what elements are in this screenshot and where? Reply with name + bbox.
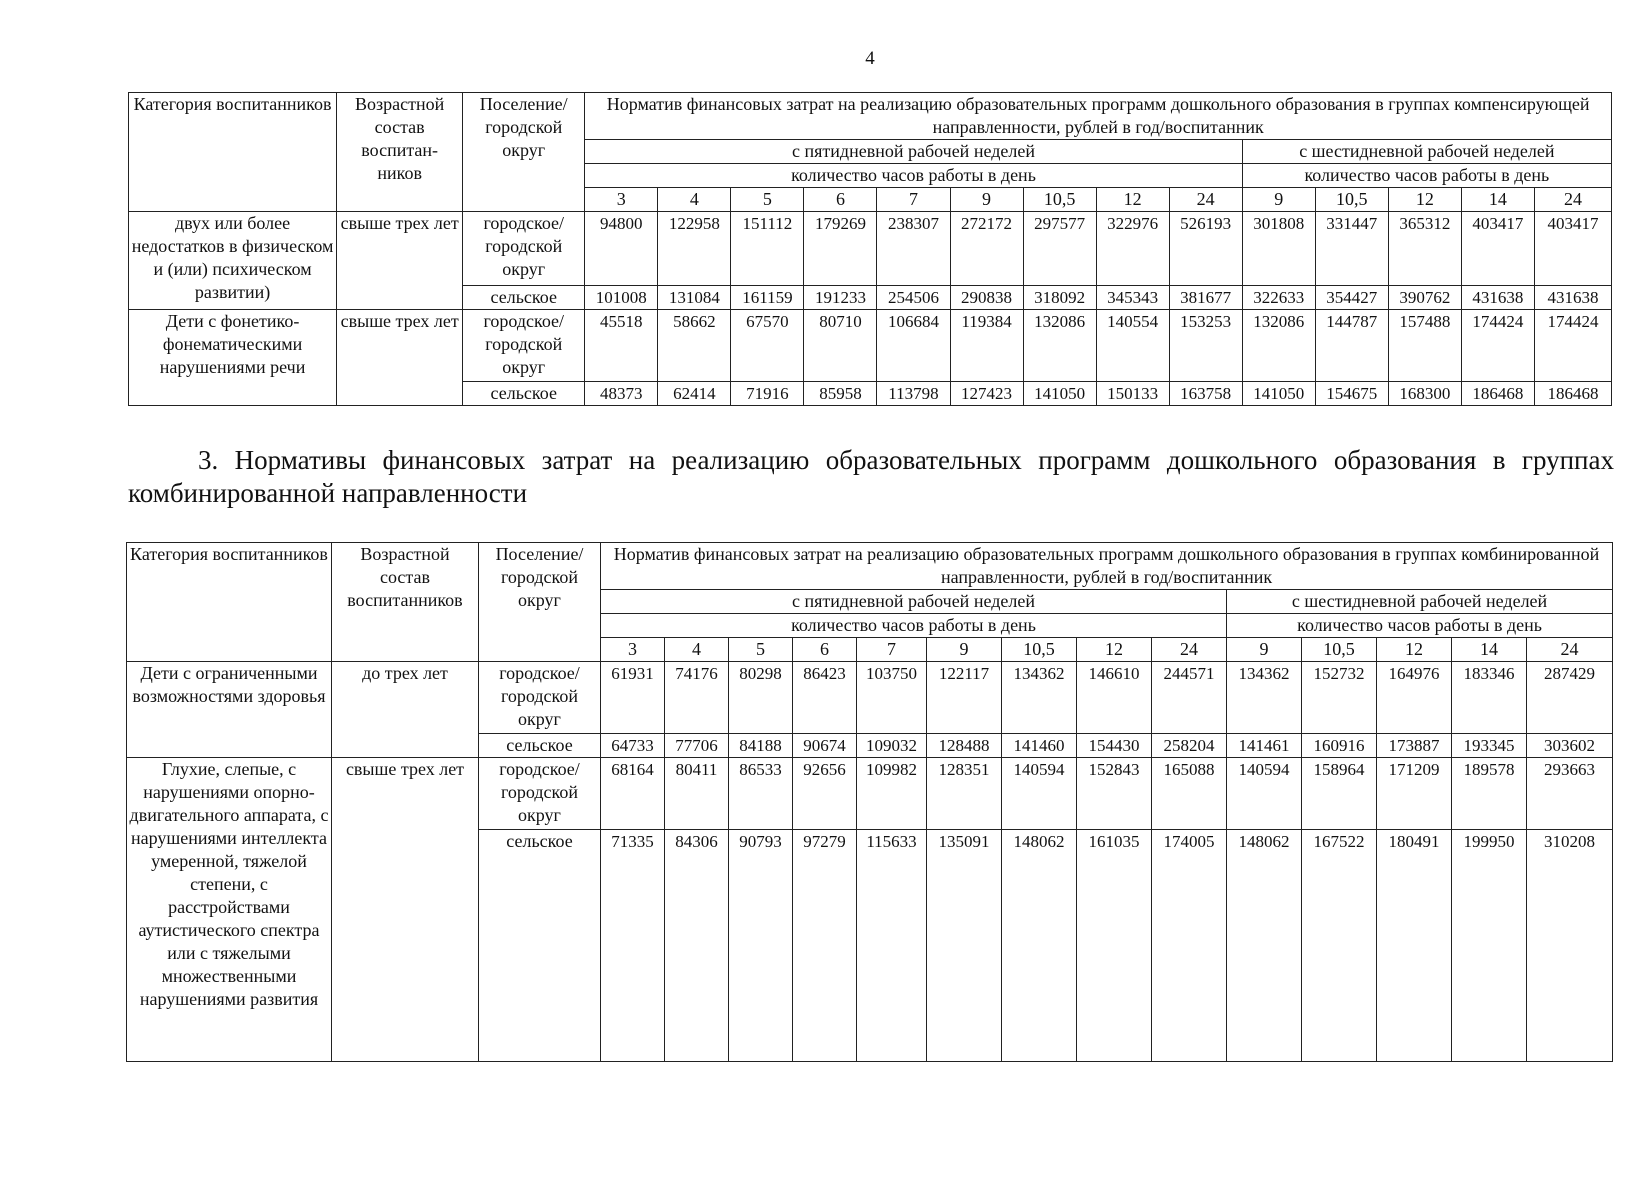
value-cell: 322633 [1242, 286, 1315, 310]
hours-header-cell: 24 [1152, 638, 1227, 662]
value-cell: 113798 [877, 382, 950, 406]
header-category: Категория воспитанников [127, 543, 332, 662]
value-cell: 158964 [1302, 758, 1377, 830]
header-six-day-week: с шестидневной рабочей неделей [1242, 140, 1611, 164]
hours-header-cell: 9 [1227, 638, 1302, 662]
value-cell: 131084 [658, 286, 731, 310]
value-cell: 141460 [1002, 734, 1077, 758]
value-cell: 71916 [731, 382, 804, 406]
value-cell: 80298 [729, 662, 793, 734]
value-cell: 103750 [857, 662, 927, 734]
value-cell: 154430 [1077, 734, 1152, 758]
age-cell: свыше трех лет [332, 758, 479, 1062]
section-heading: 3. Нормативы финансовых затрат на реализацию образовательных программ дошкольного образования в группах комбинированной направленности [128, 445, 1614, 508]
value-cell: 152732 [1302, 662, 1377, 734]
value-cell: 186468 [1534, 382, 1611, 406]
header-six-day-week: с шестидневной рабочей неделей [1227, 590, 1613, 614]
value-cell: 141050 [1242, 382, 1315, 406]
value-cell: 140594 [1227, 758, 1302, 830]
hours-header-cell: 24 [1534, 188, 1611, 212]
value-cell: 244571 [1152, 662, 1227, 734]
value-cell: 431638 [1534, 286, 1611, 310]
value-cell: 67570 [731, 310, 804, 382]
value-cell: 109982 [857, 758, 927, 830]
value-cell: 148062 [1227, 830, 1302, 1062]
value-cell: 144787 [1315, 310, 1388, 382]
value-cell: 310208 [1527, 830, 1613, 1062]
settlement-cell: сельское [463, 382, 585, 406]
category-cell: Дети с фонетико-фонематическими нарушениями речи [129, 310, 337, 406]
hours-header-cell: 14 [1461, 188, 1534, 212]
value-cell: 431638 [1461, 286, 1534, 310]
value-cell: 173887 [1377, 734, 1452, 758]
category-cell: Глухие, слепые, с нарушениями опорно-двигательного аппарата, с нарушениями интеллекта умеренной, тяжелой степени, с расстройствами аутистического спектра или с тяжелыми множественными нарушениями развития [127, 758, 332, 1062]
category-cell: Дети с ограниченными возможностями здоровья [127, 662, 332, 758]
hours-header-cell: 14 [1452, 638, 1527, 662]
value-cell: 115633 [857, 830, 927, 1062]
value-cell: 127423 [950, 382, 1023, 406]
value-cell: 134362 [1002, 662, 1077, 734]
value-cell: 140554 [1096, 310, 1169, 382]
value-cell: 128488 [927, 734, 1002, 758]
value-cell: 293663 [1527, 758, 1613, 830]
value-cell: 179269 [804, 212, 877, 286]
settlement-cell: сельское [479, 734, 601, 758]
value-cell: 80411 [665, 758, 729, 830]
value-cell: 183346 [1452, 662, 1527, 734]
hours-header-cell: 10,5 [1023, 188, 1096, 212]
value-cell: 161035 [1077, 830, 1152, 1062]
compensating-groups-table [128, 92, 1612, 406]
value-cell: 163758 [1169, 382, 1242, 406]
value-cell: 92656 [793, 758, 857, 830]
hours-header-cell: 5 [729, 638, 793, 662]
value-cell: 171209 [1377, 758, 1452, 830]
value-cell: 84306 [665, 830, 729, 1062]
hours-header-cell: 12 [1388, 188, 1461, 212]
header-category: Категория воспитанников [129, 93, 337, 212]
value-cell: 101008 [585, 286, 658, 310]
value-cell: 164976 [1377, 662, 1452, 734]
value-cell: 119384 [950, 310, 1023, 382]
value-cell: 109032 [857, 734, 927, 758]
header-settlement: Поселение/ городской округ [479, 543, 601, 662]
value-cell: 84188 [729, 734, 793, 758]
value-cell: 140594 [1002, 758, 1077, 830]
value-cell: 165088 [1152, 758, 1227, 830]
value-cell: 287429 [1527, 662, 1613, 734]
value-cell: 135091 [927, 830, 1002, 1062]
value-cell: 97279 [793, 830, 857, 1062]
value-cell: 141461 [1227, 734, 1302, 758]
value-cell: 345343 [1096, 286, 1169, 310]
table-row [127, 758, 1613, 830]
value-cell: 161159 [731, 286, 804, 310]
value-cell: 526193 [1169, 212, 1242, 286]
value-cell: 151112 [731, 212, 804, 286]
header-hours-per-day: количество часов работы в день [601, 614, 1227, 638]
value-cell: 74176 [665, 662, 729, 734]
hours-header-cell: 12 [1096, 188, 1169, 212]
value-cell: 238307 [877, 212, 950, 286]
value-cell: 254506 [877, 286, 950, 310]
hours-header-cell: 3 [585, 188, 658, 212]
table-row [129, 310, 1612, 382]
header-normative: Норматив финансовых затрат на реализацию образовательных программ дошкольного образования в группах компенсирующей направленности, рублей в год/воспитанник [585, 93, 1612, 140]
header-five-day-week: с пятидневной рабочей неделей [585, 140, 1242, 164]
value-cell: 331447 [1315, 212, 1388, 286]
value-cell: 86533 [729, 758, 793, 830]
value-cell: 141050 [1023, 382, 1096, 406]
hours-header-cell: 9 [1242, 188, 1315, 212]
value-cell: 174424 [1461, 310, 1534, 382]
value-cell: 180491 [1377, 830, 1452, 1062]
value-cell: 191233 [804, 286, 877, 310]
header-age: Возрастной состав воспитанников [332, 543, 479, 662]
category-cell: двух или более недостатков в физическом и (или) психическом развитии) [129, 212, 337, 310]
table-row [129, 212, 1612, 286]
value-cell: 122117 [927, 662, 1002, 734]
value-cell: 189578 [1452, 758, 1527, 830]
age-cell: до трех лет [332, 662, 479, 758]
hours-header-cell: 5 [731, 188, 804, 212]
value-cell: 86423 [793, 662, 857, 734]
page-number: 4 [865, 48, 875, 69]
hours-header-cell: 24 [1169, 188, 1242, 212]
value-cell: 85958 [804, 382, 877, 406]
value-cell: 94800 [585, 212, 658, 286]
value-cell: 157488 [1388, 310, 1461, 382]
value-cell: 90793 [729, 830, 793, 1062]
value-cell: 152843 [1077, 758, 1152, 830]
age-cell: свыше трех лет [337, 310, 463, 406]
value-cell: 153253 [1169, 310, 1242, 382]
value-cell: 303602 [1527, 734, 1613, 758]
header-hours-per-day: количество часов работы в день [1242, 164, 1611, 188]
value-cell: 365312 [1388, 212, 1461, 286]
settlement-cell: сельское [479, 830, 601, 1062]
value-cell: 168300 [1388, 382, 1461, 406]
value-cell: 45518 [585, 310, 658, 382]
value-cell: 272172 [950, 212, 1023, 286]
value-cell: 132086 [1242, 310, 1315, 382]
settlement-cell: городское/ городской округ [479, 662, 601, 734]
hours-header-cell: 10,5 [1002, 638, 1077, 662]
value-cell: 403417 [1461, 212, 1534, 286]
value-cell: 90674 [793, 734, 857, 758]
value-cell: 301808 [1242, 212, 1315, 286]
hours-header-cell: 6 [793, 638, 857, 662]
hours-header-cell: 10,5 [1302, 638, 1377, 662]
hours-header-cell: 7 [857, 638, 927, 662]
value-cell: 290838 [950, 286, 1023, 310]
hours-header-cell: 10,5 [1315, 188, 1388, 212]
settlement-cell: городское/ городской округ [463, 212, 585, 286]
value-cell: 58662 [658, 310, 731, 382]
hours-header-cell: 3 [601, 638, 665, 662]
age-cell: свыше трех лет [337, 212, 463, 310]
value-cell: 48373 [585, 382, 658, 406]
value-cell: 64733 [601, 734, 665, 758]
header-settlement: Поселение/ городской округ [463, 93, 585, 212]
hours-header-cell: 24 [1527, 638, 1613, 662]
settlement-cell: сельское [463, 286, 585, 310]
table-row [127, 662, 1613, 734]
header-five-day-week: с пятидневной рабочей неделей [601, 590, 1227, 614]
hours-header-cell: 12 [1377, 638, 1452, 662]
value-cell: 128351 [927, 758, 1002, 830]
header-age: Возрастной состав воспитан-ников [337, 93, 463, 212]
settlement-cell: городское/ городской округ [479, 758, 601, 830]
value-cell: 297577 [1023, 212, 1096, 286]
value-cell: 132086 [1023, 310, 1096, 382]
value-cell: 80710 [804, 310, 877, 382]
value-cell: 146610 [1077, 662, 1152, 734]
settlement-cell: городское/ городской округ [463, 310, 585, 382]
header-hours-per-day: количество часов работы в день [585, 164, 1242, 188]
value-cell: 160916 [1302, 734, 1377, 758]
combined-groups-table [126, 542, 1613, 1062]
value-cell: 150133 [1096, 382, 1169, 406]
value-cell: 174005 [1152, 830, 1227, 1062]
value-cell: 174424 [1534, 310, 1611, 382]
value-cell: 77706 [665, 734, 729, 758]
hours-header-cell: 4 [665, 638, 729, 662]
header-normative: Норматив финансовых затрат на реализацию образовательных программ дошкольного образования в группах комбинированной направленности, рублей в год/воспитанник [601, 543, 1613, 590]
value-cell: 71335 [601, 830, 665, 1062]
value-cell: 381677 [1169, 286, 1242, 310]
value-cell: 318092 [1023, 286, 1096, 310]
value-cell: 258204 [1152, 734, 1227, 758]
value-cell: 68164 [601, 758, 665, 830]
value-cell: 134362 [1227, 662, 1302, 734]
value-cell: 193345 [1452, 734, 1527, 758]
value-cell: 106684 [877, 310, 950, 382]
hours-header-cell: 9 [927, 638, 1002, 662]
value-cell: 148062 [1002, 830, 1077, 1062]
value-cell: 61931 [601, 662, 665, 734]
hours-header-cell: 4 [658, 188, 731, 212]
value-cell: 403417 [1534, 212, 1611, 286]
value-cell: 199950 [1452, 830, 1527, 1062]
hours-header-cell: 6 [804, 188, 877, 212]
value-cell: 390762 [1388, 286, 1461, 310]
value-cell: 62414 [658, 382, 731, 406]
value-cell: 167522 [1302, 830, 1377, 1062]
value-cell: 122958 [658, 212, 731, 286]
value-cell: 154675 [1315, 382, 1388, 406]
value-cell: 322976 [1096, 212, 1169, 286]
hours-header-cell: 12 [1077, 638, 1152, 662]
header-hours-per-day: количество часов работы в день [1227, 614, 1613, 638]
hours-header-cell: 9 [950, 188, 1023, 212]
value-cell: 354427 [1315, 286, 1388, 310]
hours-header-cell: 7 [877, 188, 950, 212]
value-cell: 186468 [1461, 382, 1534, 406]
